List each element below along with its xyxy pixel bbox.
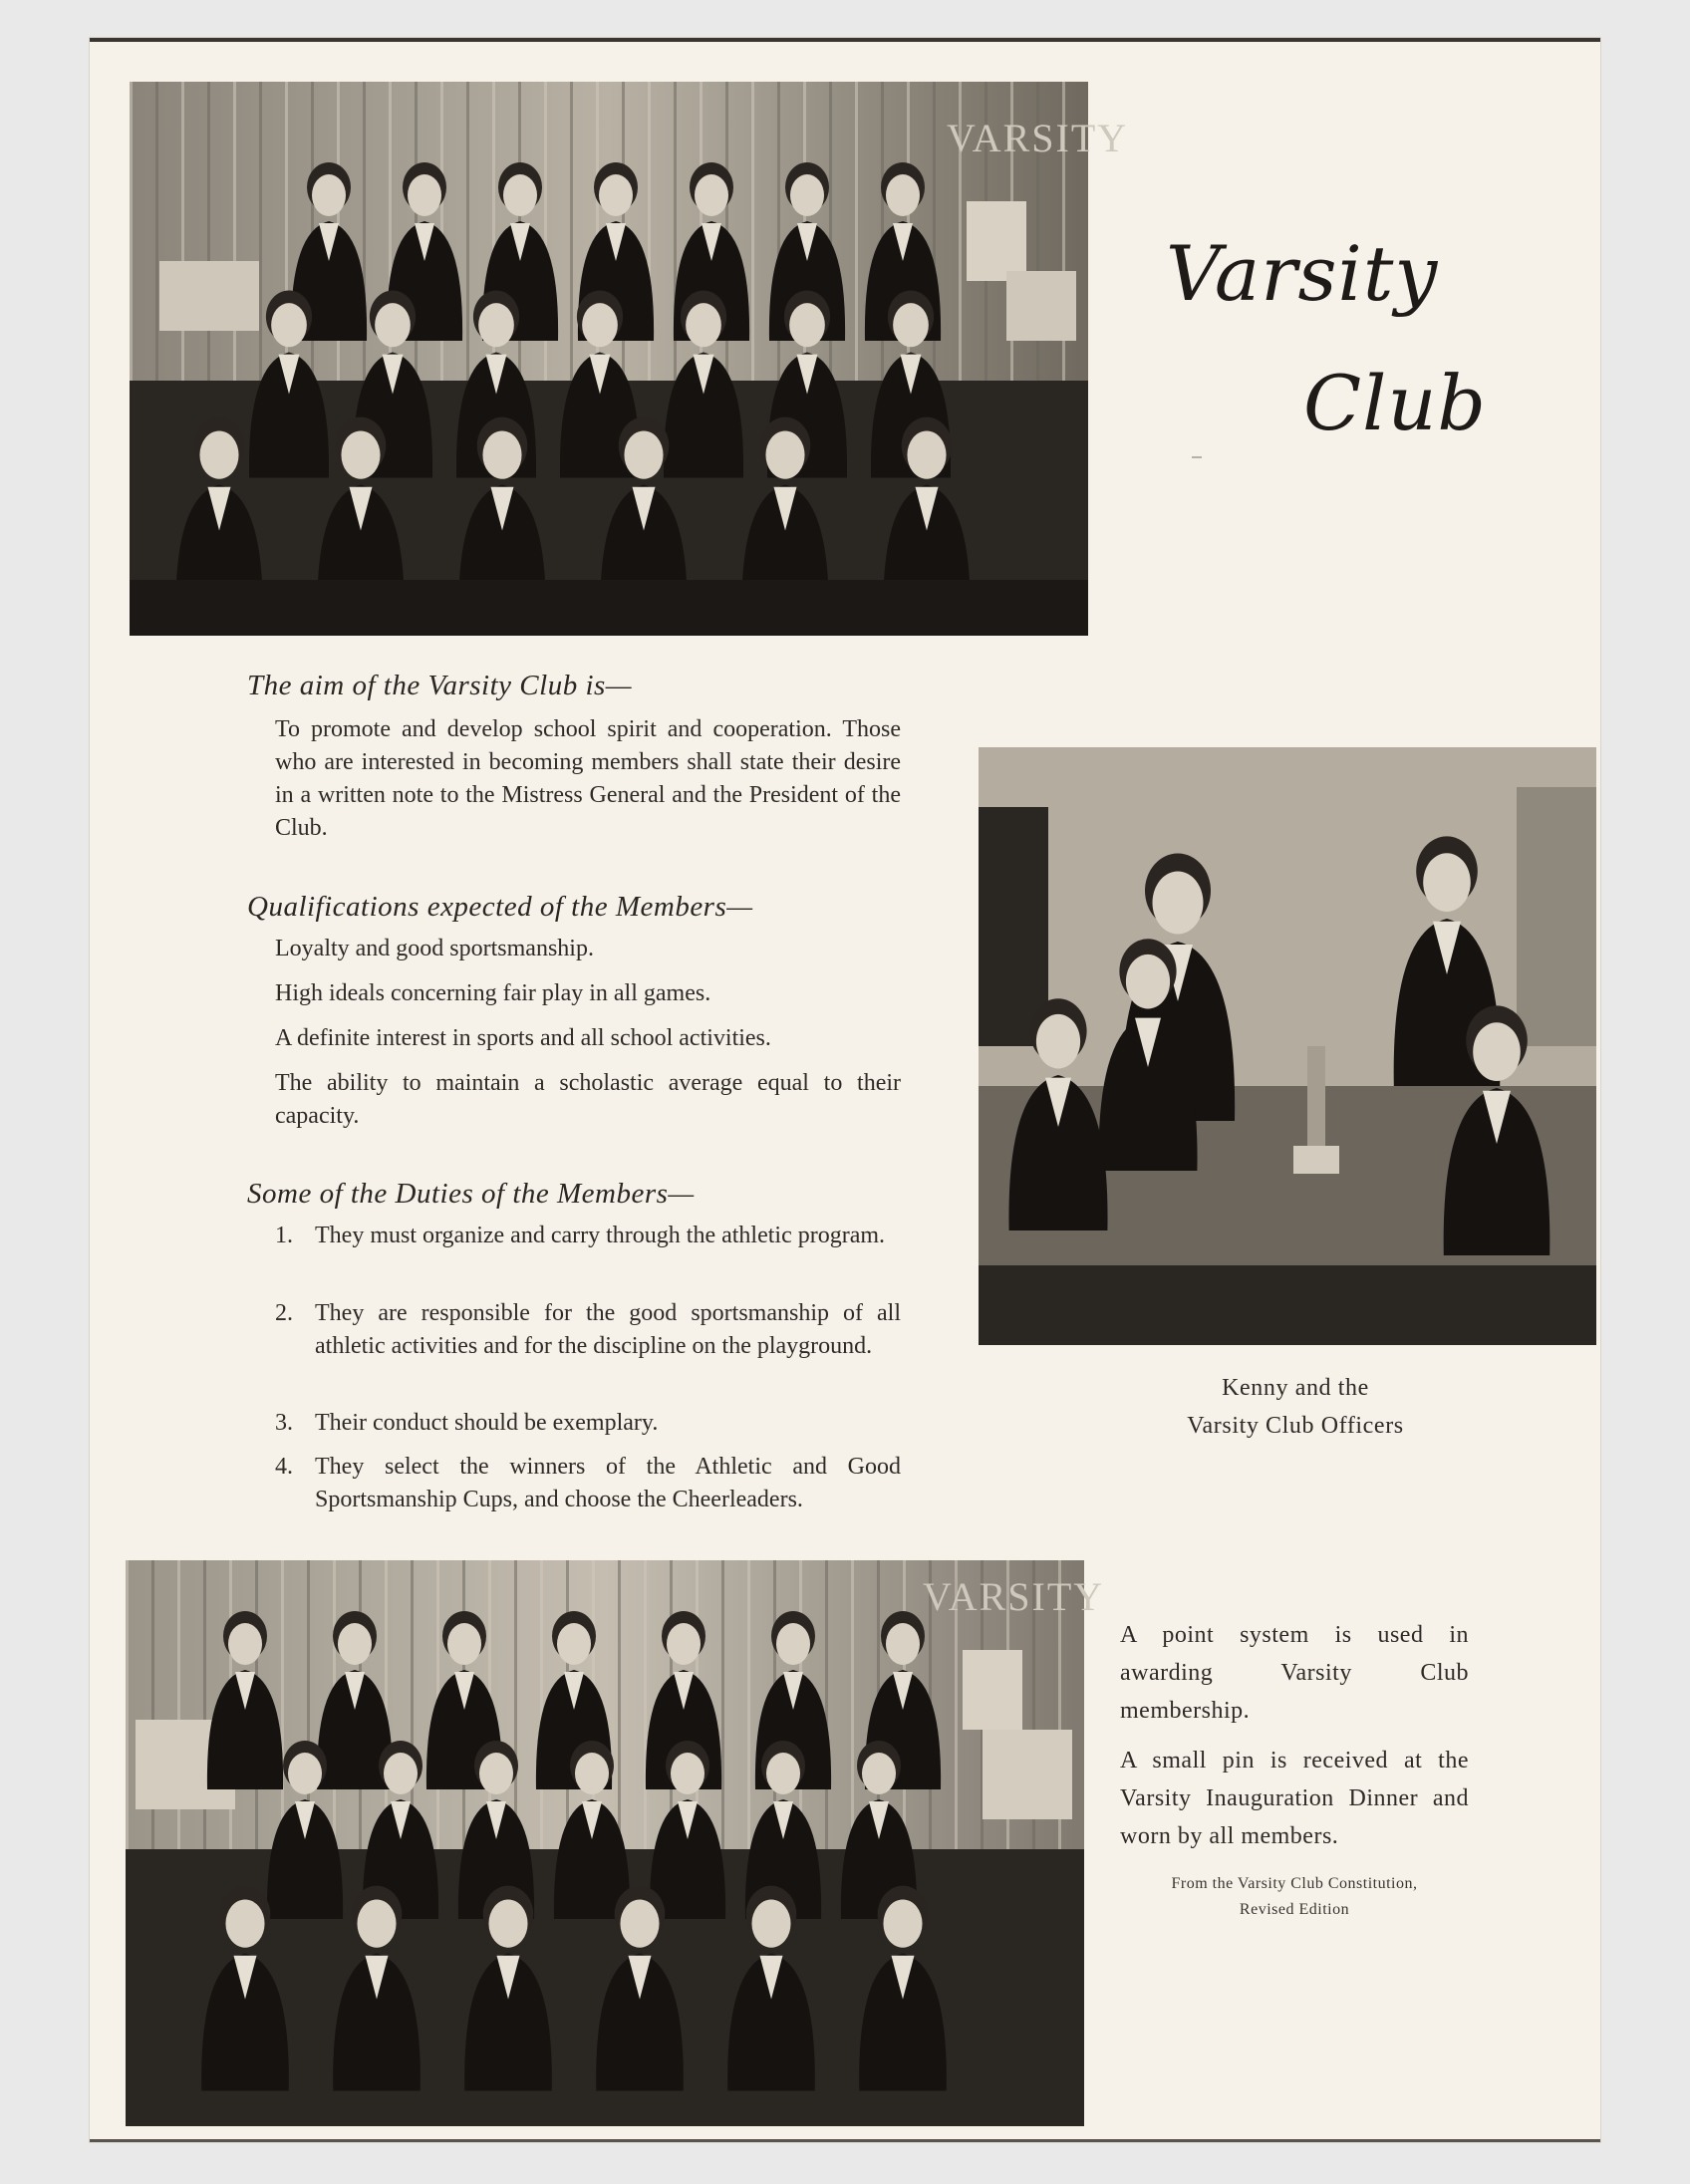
curtain-fold: [385, 1560, 388, 1849]
varsity-banner-bottom: VARSITY: [923, 1574, 1105, 1619]
decorative-mark: [1192, 456, 1202, 458]
duty-text: Their conduct should be exemplary.: [315, 1410, 659, 1436]
lamp-shade-right: [1006, 271, 1076, 341]
duty-number: 1.: [275, 1223, 293, 1248]
varsity-group-photo-top: [130, 82, 1129, 636]
group-photo-drawing: [126, 1560, 1105, 2126]
trophy-icon: [1307, 1046, 1325, 1156]
source-note-line2: Revised Edition: [1239, 1901, 1350, 1918]
person-face: [686, 303, 721, 347]
curtain-fold: [281, 1560, 284, 1849]
lamp-shade-right: [983, 1730, 1072, 1819]
lamp-shade-left: [159, 261, 259, 331]
curtain-fold: [618, 1560, 621, 1849]
curtain-fold: [747, 1560, 750, 1849]
duty-item: [275, 1297, 901, 1363]
person-face: [907, 430, 946, 478]
duties-heading: Some of the Duties of the Members—: [247, 1178, 695, 1210]
curtain-fold: [644, 1560, 647, 1849]
person-face: [671, 1753, 704, 1794]
person-face: [338, 1623, 372, 1665]
curtain-fold: [514, 1560, 517, 1849]
wall-plaque: [963, 1650, 1022, 1730]
person-face: [766, 1753, 800, 1794]
qualification-item: The ability to maintain a scholastic average equal to their capacity.: [275, 1070, 901, 1129]
aim-heading: The aim of the Varsity Club is—: [247, 670, 633, 701]
person-face: [893, 303, 929, 347]
person-face: [790, 174, 824, 216]
curtain-fold: [259, 82, 262, 381]
page-title-line2: Club: [1303, 359, 1488, 447]
person-face: [199, 430, 238, 478]
person-face: [375, 303, 411, 347]
duty-number: 4.: [275, 1454, 293, 1480]
qualifications-heading: Qualifications expected of the Members—: [247, 891, 753, 923]
person-face: [695, 174, 728, 216]
top-border: [90, 38, 1600, 42]
person-face: [1473, 1022, 1521, 1081]
curtain-fold: [855, 82, 858, 381]
qualification-item: A definite interest in sports and all school activities.: [275, 1025, 771, 1051]
person-face: [503, 174, 537, 216]
person-face: [1153, 872, 1204, 935]
curtain-fold: [825, 1560, 828, 1849]
qualification-item: High ideals concerning fair play in all games.: [275, 980, 711, 1006]
person-face: [620, 1899, 659, 1947]
person-face: [447, 1623, 481, 1665]
photo-caption-line1: Kenny and the: [1222, 1375, 1369, 1401]
person-face: [1126, 955, 1170, 1009]
officers-photo-drawing: [979, 747, 1596, 1345]
person-face: [488, 1899, 527, 1947]
person-face: [789, 303, 825, 347]
person-face: [228, 1623, 262, 1665]
curtain-fold: [130, 82, 133, 381]
person-face: [288, 1753, 322, 1794]
duty-text: They are responsible for the good sportsmanship of all athletic activities and for the discipline on the playground.: [315, 1300, 901, 1359]
photo-caption-line2: Varsity Club Officers: [1187, 1413, 1404, 1439]
person-face: [312, 174, 346, 216]
officers-round-photo: [979, 747, 1596, 1345]
curtain-fold: [181, 82, 184, 381]
varsity-banner-top: VARSITY: [947, 116, 1129, 160]
point-system-text: A point system is used in awarding Varsity Club membership.: [1120, 1622, 1469, 1724]
duty-item: [275, 1407, 901, 1440]
qualification-item: Loyalty and good sportsmanship.: [275, 936, 594, 961]
curtain-fold: [207, 82, 210, 381]
wall-plaque: [967, 201, 1026, 281]
person-face: [225, 1899, 264, 1947]
person-face: [408, 174, 441, 216]
person-face: [557, 1623, 591, 1665]
duty-item: [275, 1451, 901, 1516]
duty-number: 3.: [275, 1410, 293, 1436]
curtain-fold: [751, 82, 754, 381]
person-face: [384, 1753, 418, 1794]
yearbook-page: [90, 38, 1600, 2142]
duty-text: They must organize and carry through the athletic program.: [315, 1223, 886, 1248]
curtain-fold: [155, 82, 158, 381]
person-face: [479, 1753, 513, 1794]
person-face: [582, 303, 618, 347]
page-title-line1: Varsity: [1166, 229, 1439, 318]
person-face: [624, 430, 663, 478]
person-face: [482, 430, 521, 478]
person-face: [357, 1899, 396, 1947]
person-face: [575, 1753, 609, 1794]
curtain-fold: [126, 1560, 129, 1849]
person-face: [478, 303, 514, 347]
group-photo-drawing: [130, 82, 1129, 636]
curtain-fold: [540, 1560, 543, 1849]
person-face: [883, 1899, 922, 1947]
curtain-fold: [721, 1560, 724, 1849]
person-face: [886, 1623, 920, 1665]
person-face: [1423, 853, 1471, 912]
person-face: [667, 1623, 701, 1665]
bottom-border: [90, 2139, 1600, 2142]
source-note-line1: From the Varsity Club Constitution,: [1171, 1875, 1418, 1892]
person-face: [751, 1899, 790, 1947]
duty-item: [275, 1220, 901, 1252]
aim-text: To promote and develop school spirit and cooperation. Those who are interested in becoming members shall state their desire in a written note to the Mistress General and the President of the Club.: [275, 716, 901, 841]
person-face: [765, 430, 804, 478]
person-face: [862, 1753, 896, 1794]
pin-text: A small pin is received at the Varsity Inauguration Dinner and worn by all members.: [1120, 1748, 1469, 1849]
duty-number: 2.: [275, 1300, 293, 1326]
duty-text: They select the winners of the Athletic and Good Sportsmanship Cups, and choose the Cheerleaders.: [315, 1454, 901, 1512]
person-face: [776, 1623, 810, 1665]
person-face: [1036, 1014, 1080, 1069]
person-face: [271, 303, 307, 347]
person-face: [341, 430, 380, 478]
curtain-fold: [851, 1560, 854, 1849]
curtain-fold: [466, 82, 469, 381]
person-face: [599, 174, 633, 216]
curtain-fold: [233, 82, 236, 381]
person-face: [886, 174, 920, 216]
varsity-group-photo-bottom: [126, 1560, 1105, 2126]
curtain-fold: [570, 82, 573, 381]
